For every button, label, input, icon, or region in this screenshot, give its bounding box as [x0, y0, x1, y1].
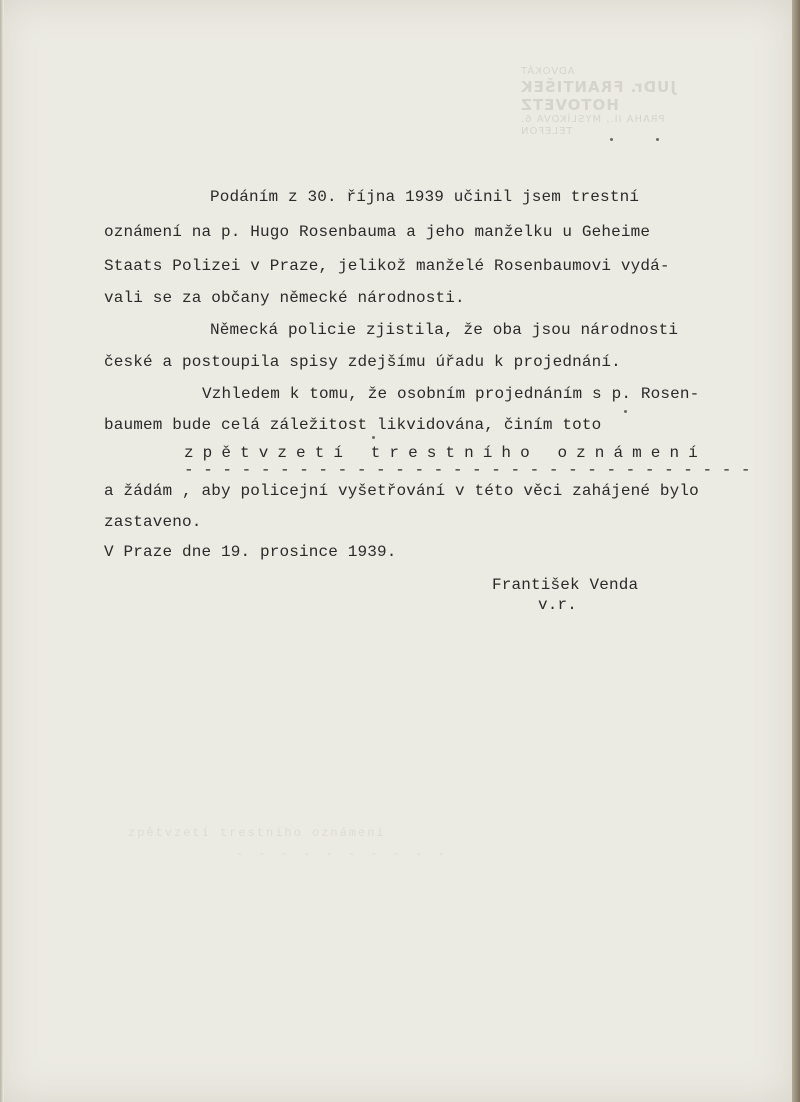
faded-letterhead-stamp	[520, 66, 730, 138]
heading-underline: - - - - - - - - - - - - - - - - - - - - - - - - - - - - - -	[184, 461, 751, 479]
letter-line-5: Německá policie zjistila, že oba jsou národnosti	[210, 321, 679, 339]
page-right-edge	[792, 0, 800, 1102]
heading-letter: í	[333, 444, 343, 462]
letter-line-4: vali se za občany německé národnosti.	[104, 289, 465, 307]
faded-bleed-through-dashes: - - - - - - - - - -	[236, 847, 449, 861]
stamp-line-1: ADVOKÁT	[520, 66, 575, 77]
heading-letter: o	[557, 444, 568, 462]
heading-letter: t	[370, 444, 381, 462]
stamp-line-4: TELEFON	[520, 126, 573, 137]
heading-letter: s	[426, 444, 437, 462]
heading-letter: í	[688, 444, 698, 462]
heading-letter: z	[576, 444, 586, 462]
heading-letter: z	[184, 444, 194, 462]
heading-letter: t	[445, 444, 456, 462]
signature-suffix: v.r.	[538, 596, 578, 614]
heading-letter: v	[258, 444, 269, 462]
heading-letter: e	[296, 444, 306, 462]
stamp-line-2: JUDr. FRANTIŠEK HOTOVETZ	[520, 78, 676, 114]
emphasized-heading	[184, 443, 698, 463]
letter-line-2: oznámení na p. Hugo Rosenbauma a jeho manželku u Geheime	[104, 223, 651, 241]
page-left-edge	[0, 0, 4, 1102]
letter-line-3: Staats Polizei v Praze, jelikož manželé Rosenbaumovi vydá-	[104, 257, 670, 275]
heading-letter: m	[632, 444, 642, 462]
heading-letter: p	[202, 444, 213, 462]
stamp-line-3: PRAHA II., MYSLÍKOVA 6.	[520, 114, 665, 125]
heading-letter: n	[594, 444, 605, 462]
heading-letter: o	[520, 444, 530, 462]
heading-letter: n	[464, 444, 474, 462]
heading-letter: z	[277, 444, 287, 462]
letter-line-1: Podáním z 30. října 1939 učinil jsem trestní	[210, 188, 640, 206]
letter-line-8: baumem bude celá záležitost likvidována, činím toto	[104, 416, 602, 434]
letter-line-9: a žádám , aby policejní vyšetřování v této věci zahájené bylo	[104, 482, 699, 500]
faded-bleed-through-text: zpětvzetí trestního oznámení	[128, 826, 386, 840]
ink-speck	[610, 138, 613, 141]
heading-letter: ě	[221, 444, 231, 462]
letter-line-6: české a postoupila spisy zdejšímu úřadu k projednání.	[104, 353, 621, 371]
signature-name: František Venda	[492, 576, 639, 594]
letter-line-10: zastaveno.	[104, 513, 202, 531]
heading-letter: e	[650, 444, 661, 462]
letter-line-7: Vzhledem k tomu, že osobním projednáním s p. Rosen-	[202, 385, 700, 403]
heading-letter: t	[240, 444, 250, 462]
heading-word-gap	[352, 443, 362, 463]
heading-letter: h	[501, 444, 512, 462]
heading-letter: e	[408, 444, 418, 462]
ink-speck	[656, 138, 659, 141]
heading-letter: r	[389, 444, 399, 462]
ink-speck	[372, 436, 375, 439]
heading-letter: í	[482, 444, 493, 462]
heading-letter: n	[669, 444, 680, 462]
date-line: V Praze dne 19. prosince 1939.	[104, 543, 397, 561]
heading-word-gap	[539, 443, 549, 463]
heading-letter: á	[613, 444, 624, 462]
heading-letter: t	[314, 444, 325, 462]
ink-speck	[624, 410, 627, 413]
